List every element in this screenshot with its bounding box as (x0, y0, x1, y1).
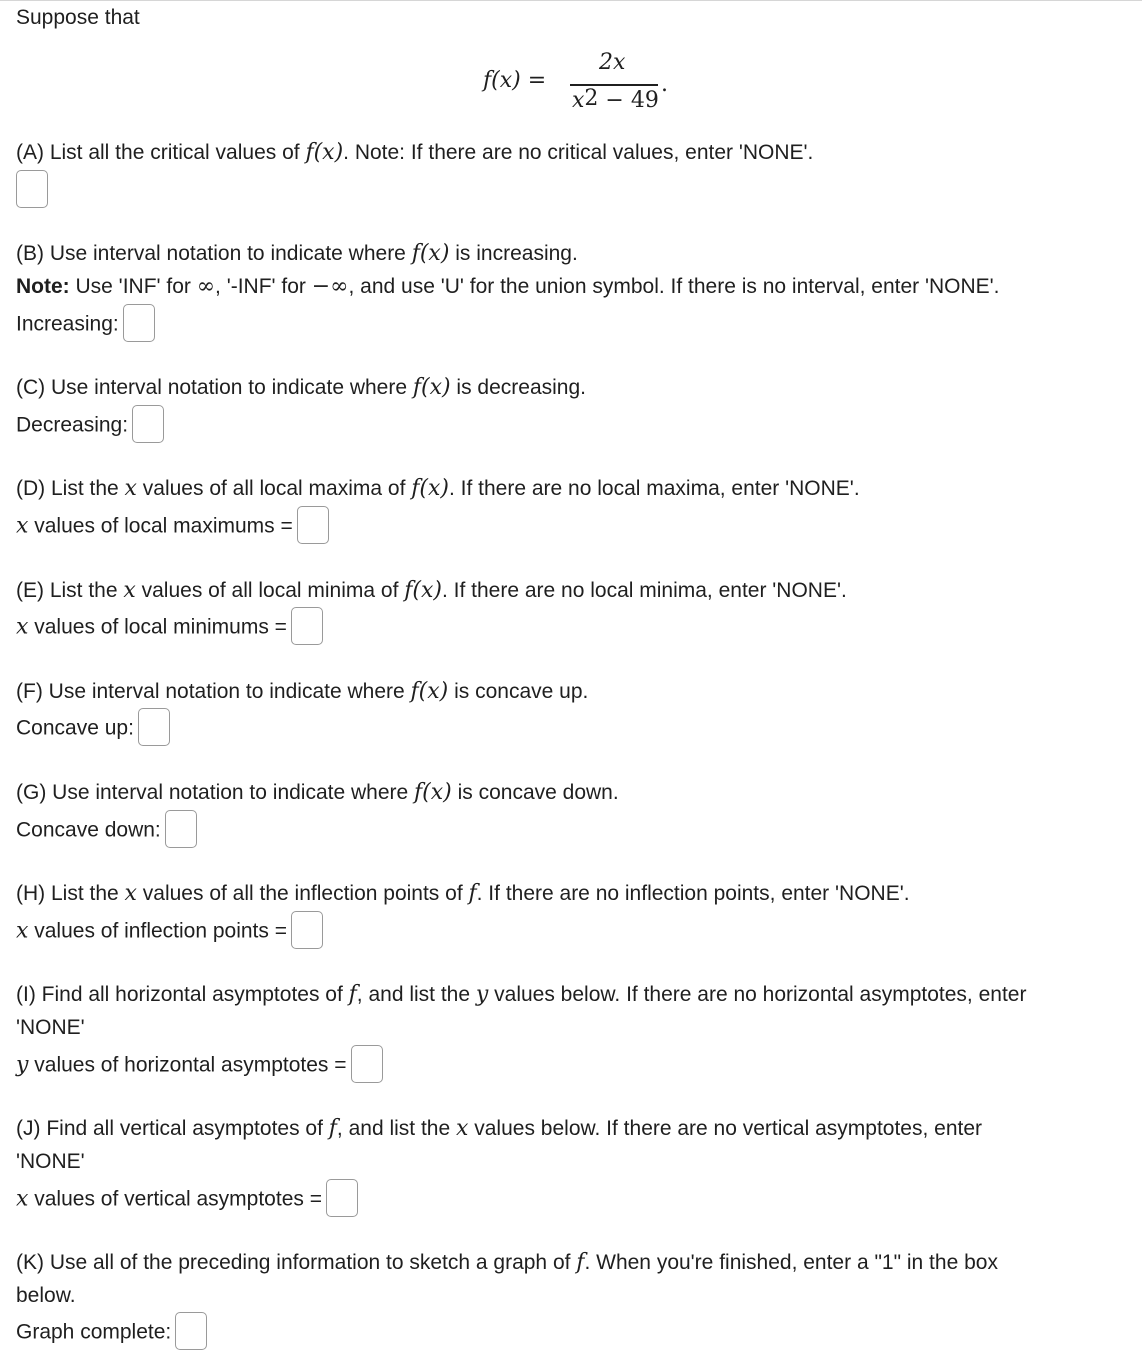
answer-row-c (16, 407, 164, 445)
answer-row-b (16, 306, 155, 344)
question-i: (I) Find all horizontal asymptotes of f, and list the y values below. If there are no horizontal asymptotes, enter (16, 982, 1027, 1007)
question-j-cont: 'NONE' (16, 1150, 85, 1173)
vertical-asymptote-input[interactable] (326, 1179, 358, 1217)
answer-row-a (12, 172, 48, 210)
critical-values-input[interactable] (16, 170, 48, 208)
answer-row-g (16, 812, 197, 850)
horizontal-asymptote-label: values of horizontal asymptotes = (28, 1053, 347, 1077)
question-d: (D) List the x values of all local maxima of f(x). If there are no local maxima, enter 'NONE'. (16, 476, 860, 501)
concave-down-input[interactable] (165, 810, 197, 848)
question-e: (E) List the x values of all local minima of f(x). If there are no local minima, enter 'NONE'. (16, 578, 847, 603)
answer-row-d: x values of local maximums = (16, 508, 329, 546)
increasing-input[interactable] (123, 304, 155, 342)
formula-period: . (661, 72, 668, 97)
note-b: Note: Use 'INF' for ∞, '-INF' for −∞, and use 'U' for the union symbol. If there is no interval, enter 'NONE'. (16, 274, 1000, 299)
horizontal-asymptote-input[interactable] (351, 1045, 383, 1083)
decreasing-label: Decreasing: (16, 413, 129, 437)
question-h: (H) List the x values of all the inflection points of f. If there are no inflection points, enter 'NONE'. (16, 881, 910, 906)
formula-lhs: f(x) = (483, 68, 547, 93)
question-f: (F) Use interval notation to indicate where f(x) is concave up. (16, 679, 589, 704)
increasing-label: Increasing: (16, 312, 119, 336)
concave-up-input[interactable] (138, 708, 170, 746)
question-c: (C) Use interval notation to indicate where f(x) is decreasing. (16, 375, 586, 400)
answer-row-j: x values of vertical asymptotes = (16, 1181, 358, 1219)
intro-text: Suppose that (16, 6, 140, 29)
question-b: (B) Use interval notation to indicate where f(x) is increasing. (16, 241, 578, 266)
local-max-label: values of local maximums = (28, 514, 293, 538)
formula-numerator: 2x (599, 50, 626, 75)
answer-row-f (16, 710, 170, 748)
graph-complete-label: Graph complete: (16, 1320, 172, 1344)
answer-row-e: x values of local minimums = (16, 609, 323, 647)
question-g: (G) Use interval notation to indicate where f(x) is concave down. (16, 780, 619, 805)
inflection-input[interactable] (291, 911, 323, 949)
local-min-input[interactable] (291, 607, 323, 645)
answer-row-k (16, 1314, 207, 1352)
inflection-label: values of inflection points = (28, 919, 287, 943)
question-j: (J) Find all vertical asymptotes of f, and list the x values below. If there are no vertical asymptotes, enter (16, 1116, 983, 1141)
question-a: (A) List all the critical values of f(x). Note: If there are no critical values, enter 'NONE'. (16, 140, 814, 165)
top-divider (0, 0, 1142, 1)
formula-denominator: $x^2 - 49$ (572, 86, 659, 113)
question-i-cont: 'NONE' (16, 1016, 85, 1039)
question-k: (K) Use all of the preceding information to sketch a graph of f. When you're finished, enter a "1" in the box (16, 1250, 998, 1275)
concave-down-label: Concave down: (16, 818, 161, 842)
question-k-cont: below. (16, 1284, 76, 1307)
vertical-asymptote-label: values of vertical asymptotes = (28, 1187, 322, 1211)
local-min-label: values of local minimums = (28, 615, 287, 639)
local-max-input[interactable] (297, 506, 329, 544)
decreasing-input[interactable] (132, 405, 164, 443)
answer-row-h: x values of inflection points = (16, 913, 323, 951)
concave-up-label: Concave up: (16, 716, 134, 740)
answer-row-i: y values of horizontal asymptotes = (16, 1047, 383, 1085)
graph-complete-input[interactable] (175, 1312, 207, 1350)
